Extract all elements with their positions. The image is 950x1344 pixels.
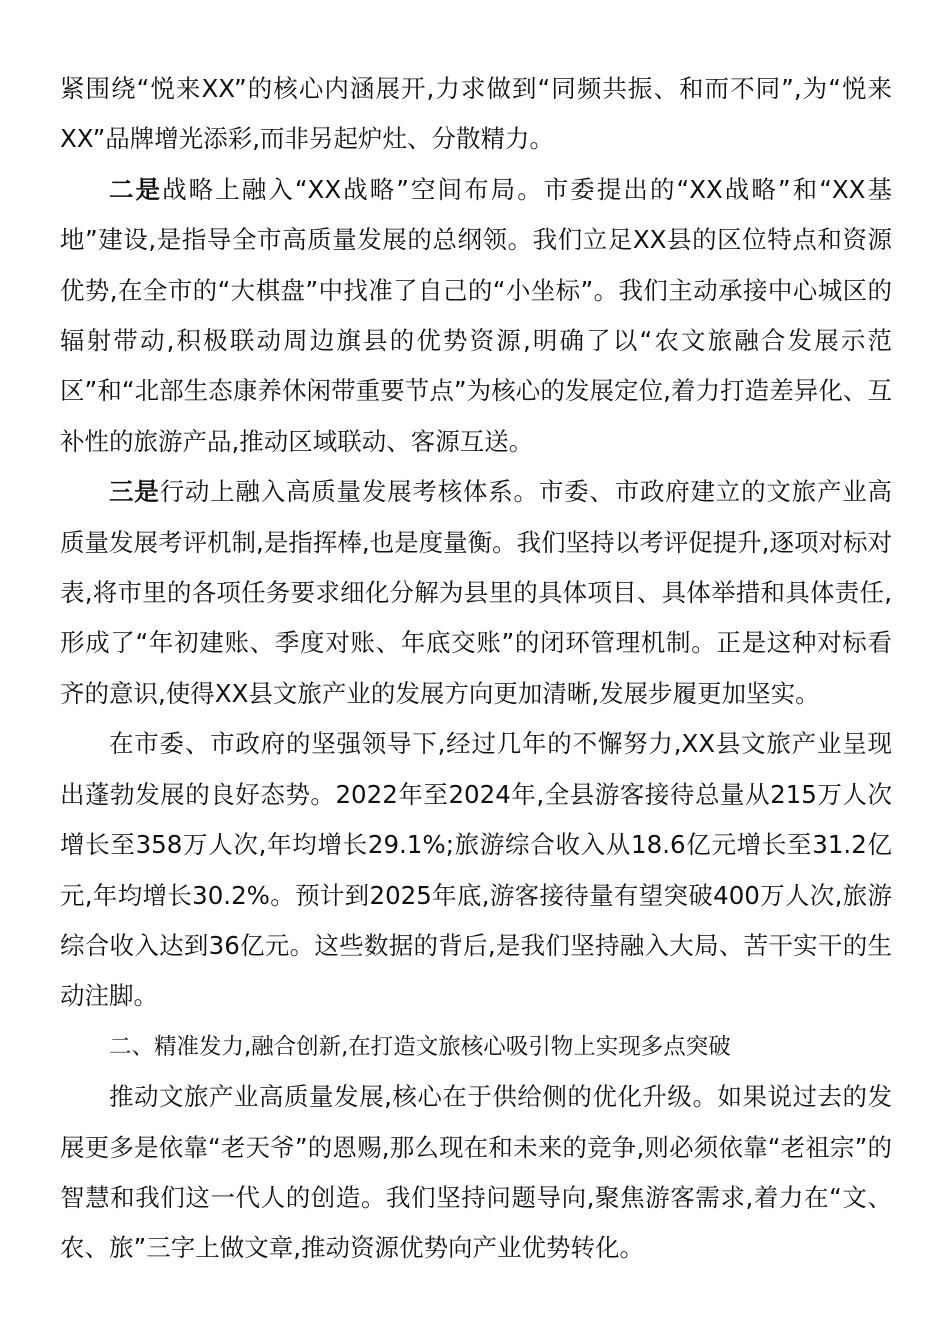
document-page: [60, 64, 892, 1274]
paragraph-text: 战略上融入“XX战略”空间布局。市委提出的“XX战略”和“XX基地”建设,是指导全市高质量发展的总纲领。我们立足XX县的区位特点和资源优势,在全市的“大棋盘”中找准了自己的“小坐标”。我们主动承接中心城区的辐射带动,积极联动周边旗县的优势资源,明确了以“农文旅融合发展示范区”和“北部生态康养休闲带重要节点”为核心的发展定位,着力打造差异化、互补性的旅游产品,推动区域联动、客源互送。: [60, 174, 893, 456]
paragraph-continuation: [60, 64, 892, 165]
paragraph-text: 行动上融入高质量发展考核体系。市委、市政府建立的文旅产业高质量发展考评机制,是指挥棒,也是度量衡。我们坚持以考评促提升,逐项对标对表,将市里的各项任务要求细化分解为县里的具体项目、具体举措和具体责任,形成了“年初建账、季度对账、年底交账”的闭环管理机制。正是这种对标看齐的意识,使得XX县文旅产业的发展方向更加清晰,发展步履更加坚实。: [60, 477, 893, 708]
paragraph-text: 紧围绕“悦来XX”的核心内涵展开,力求做到“同频共振、和而不同”,为“悦来XX”品牌增光添彩,而非另起炉灶、分散精力。: [60, 74, 892, 154]
section-heading: 二、精准发力,融合创新,在打造文旅核心吸引物上实现多点突破: [109, 1033, 731, 1060]
paragraph-lead: 二是: [109, 174, 163, 204]
paragraph-point-three: [60, 467, 892, 719]
paragraph-text: 在市委、市政府的坚强领导下,经过几年的不懈努力,XX县文旅产业呈现出蓬勃发展的良好态势。2022年至2024年,全县游客接待总量从215万人次增长至358万人次,年均增长29.1%;旅游综合收入从18.6亿元增长至31.2亿元,年均增长30.2%。预计到2025年底,游客接待量有望突破400万人次,旅游综合收入达到36亿元。这些数据的背后,是我们坚持融入大局、苦干实干的生动注脚。: [60, 729, 892, 1011]
paragraph-text: 推动文旅产业高质量发展,核心在于供给侧的优化升级。如果说过去的发展更多是依靠“老天爷”的恩赐,那么现在和未来的竞争,则必须依靠“老祖宗”的智慧和我们这一代人的创造。我们坚持问题导向,聚焦游客需求,着力在“文、农、旅”三字上做文章,推动资源优势向产业优势转化。: [60, 1082, 892, 1263]
paragraph-point-two: [60, 165, 892, 467]
paragraph-lead: 三是: [109, 477, 160, 507]
paragraph-closing: [60, 1072, 892, 1274]
paragraph-statistics: [60, 719, 892, 1021]
